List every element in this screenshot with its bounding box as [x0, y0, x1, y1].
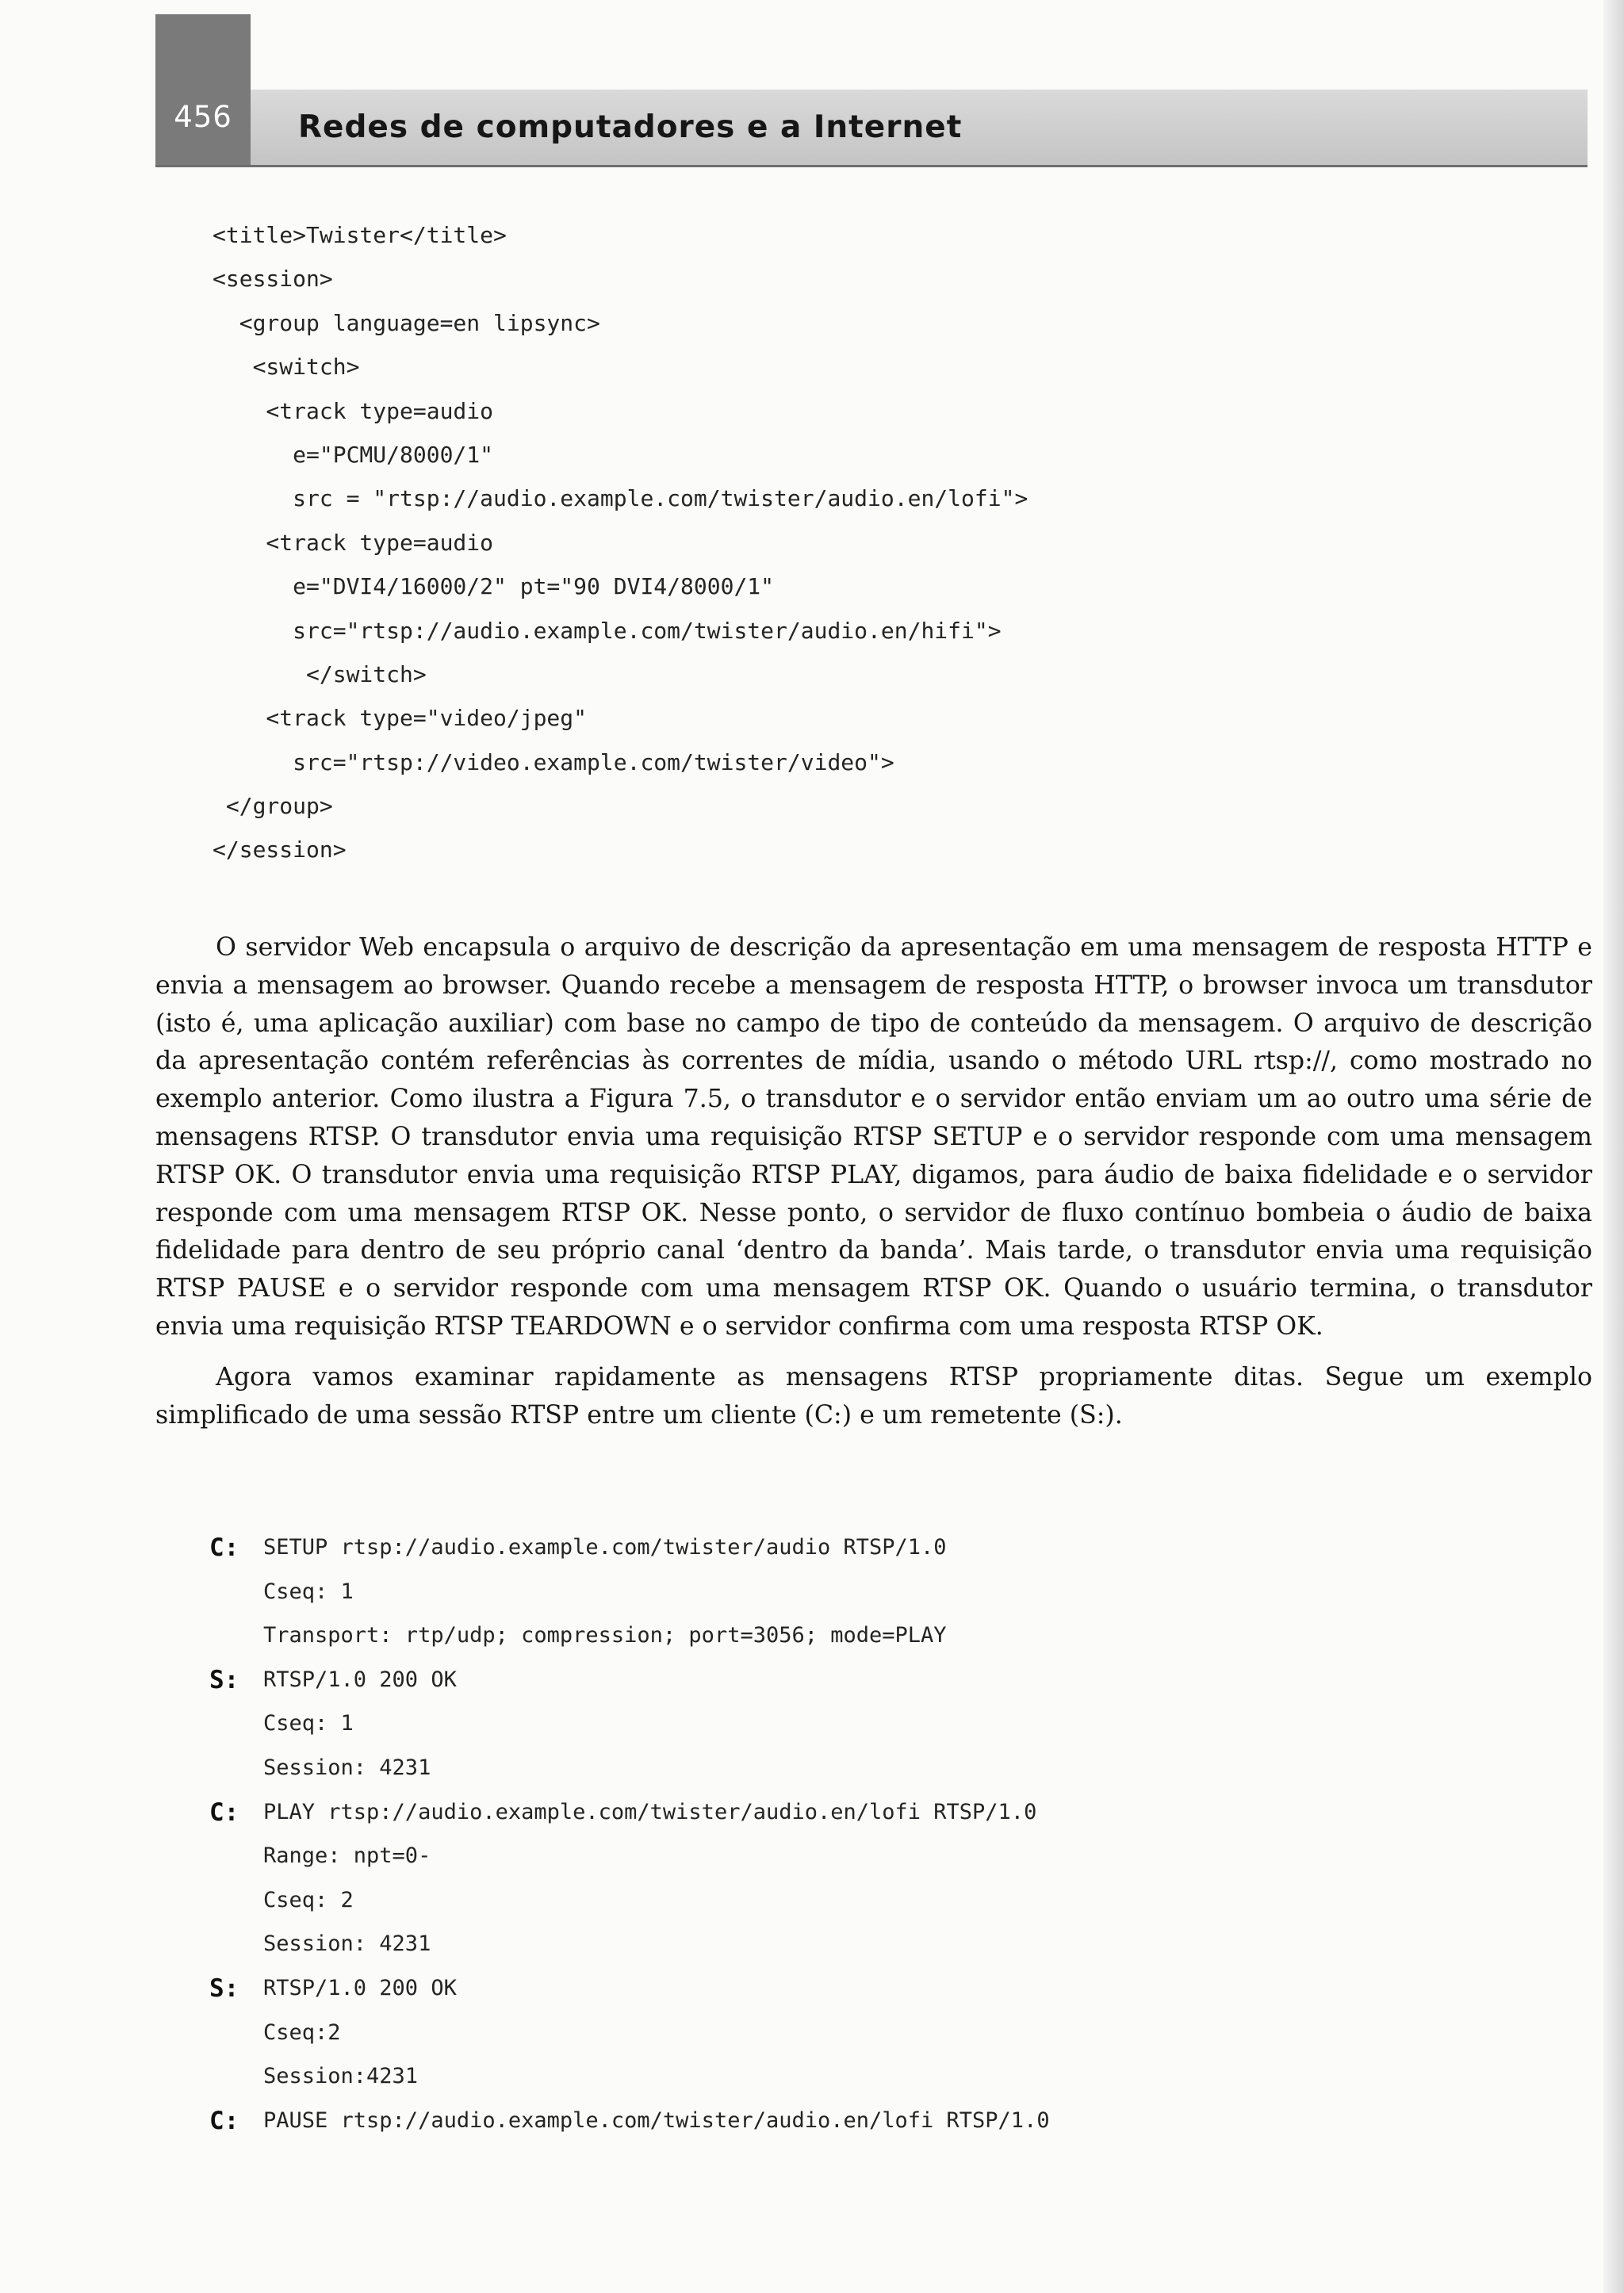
- message-text: RTSP/1.0 200 OK: [263, 1975, 457, 2000]
- body-text: [155, 929, 1592, 1434]
- message-text: PAUSE rtsp://audio.example.com/twister/audio.en/lofi RTSP/1.0: [263, 2107, 1050, 2133]
- page-number-tab: [155, 14, 251, 165]
- dialog-line: [209, 2107, 1557, 2151]
- dialog-line: [209, 1666, 1557, 1710]
- dialog-line: [209, 1533, 1557, 1578]
- code-line: e="PCMU/8000/1": [213, 441, 494, 468]
- speaker-label: C:: [209, 2106, 239, 2135]
- dialog-line: [209, 1886, 1557, 1931]
- message-text: Session: 4231: [263, 1931, 431, 1957]
- dialog-line: [209, 1578, 1557, 1622]
- code-line: src="rtsp://audio.example.com/twister/audio.en/hifi">: [213, 617, 1002, 644]
- code-line: src="rtsp://video.example.com/twister/video">: [213, 748, 894, 775]
- code-line: <switch>: [213, 354, 360, 381]
- message-text: PLAY rtsp://audio.example.com/twister/audio.en/lofi RTSP/1.0: [263, 1799, 1037, 1824]
- smil-code-block: [213, 222, 1561, 881]
- code-line: </group>: [213, 793, 333, 820]
- speaker-label: C:: [209, 1797, 239, 1827]
- speaker-label: S:: [209, 1973, 239, 2003]
- code-line: <group language=en lipsync>: [213, 309, 600, 336]
- dialog-line: [209, 1621, 1557, 1666]
- dialog-line: [209, 1709, 1557, 1754]
- paragraph: O servidor Web encapsula o arquivo de descrição da apresentação em uma mensagem de resposta HTTP e envia a mensagem ao browser. Quando recebe a mensagem de resposta HTTP, o browser invoca um transdutor (isto é, uma aplicação auxiliar) com base no campo de tipo de conteúdo da mensagem. O arquivo de descrição da apresentação contém referências às correntes de mídia, usando o método URL rtsp://, como mostrado no exemplo anterior. Como ilustra a Figura 7.5, o transdutor e o servidor então enviam um ao outro uma série de mensagens RTSP. O transdutor envia uma requisição RTSP SETUP e o servidor responde com uma mensagem RTSP OK. O transdutor envia uma requisição RTSP PLAY, digamos, para áudio de baixa fidelidade e o servidor responde com uma mensagem RTSP OK. Nesse ponto, o servidor de fluxo contínuo bombeia o áudio de baixa fidelidade para dentro de seu próprio canal ‘dentro da banda’. Mais tarde, o transdutor envia uma requisição RTSP PAUSE e o servidor responde com uma mensagem RTSP OK. Quando o usuário termina, o transdutor envia uma requisição RTSP TEARDOWN e o servidor confirma com uma resposta RTSP OK.: [155, 933, 1592, 1341]
- rtsp-session-example: [209, 1533, 1557, 2150]
- code-line: <session>: [213, 266, 333, 293]
- message-text: Session:4231: [263, 2064, 419, 2089]
- dialog-line: [209, 1842, 1557, 1886]
- message-text: Cseq: 2: [263, 1887, 354, 1912]
- message-text: Range: npt=0-: [263, 1843, 431, 1869]
- dialog-line: [209, 2062, 1557, 2107]
- message-text: Session: 4231: [263, 1755, 431, 1780]
- dialog-line: [209, 1798, 1557, 1843]
- message-text: Cseq: 1: [263, 1579, 354, 1604]
- message-text: SETUP rtsp://audio.example.com/twister/audio RTSP/1.0: [263, 1535, 947, 1560]
- message-text: Transport: rtp/udp; compression; port=3056; mode=PLAY: [263, 1623, 947, 1648]
- code-line: e="DVI4/16000/2" pt="90 DVI4/8000/1": [213, 573, 775, 600]
- code-line: <track type=audio: [213, 397, 494, 424]
- message-text: Cseq:2: [263, 2019, 341, 2045]
- page-number: 456: [174, 100, 232, 134]
- page-edge-shadow: [1603, 0, 1624, 2293]
- message-text: Cseq: 1: [263, 1711, 354, 1736]
- code-line: </session>: [213, 836, 347, 863]
- speaker-label: S:: [209, 1665, 239, 1694]
- paragraph: Agora vamos examinar rapidamente as mensagens RTSP propriamente ditas. Segue um exemplo simplificado de uma sessão RTSP entre um cliente (C:) e um remetente (S:).: [155, 1362, 1592, 1430]
- running-header-title: Redes de computadores e a Internet: [298, 109, 963, 145]
- message-text: RTSP/1.0 200 OK: [263, 1667, 457, 1692]
- dialog-line: [209, 1974, 1557, 2019]
- speaker-label: C:: [209, 1533, 239, 1562]
- dialog-line: [209, 1754, 1557, 1798]
- dialog-line: [209, 2019, 1557, 2063]
- code-line: <title>Twister</title>: [213, 222, 507, 248]
- code-line: <track type=audio: [213, 529, 494, 556]
- dialog-line: [209, 1930, 1557, 1974]
- code-line: </switch>: [213, 660, 427, 687]
- code-line: src = "rtsp://audio.example.com/twister/audio.en/lofi">: [213, 485, 1028, 512]
- code-line: <track type="video/jpeg": [213, 705, 588, 732]
